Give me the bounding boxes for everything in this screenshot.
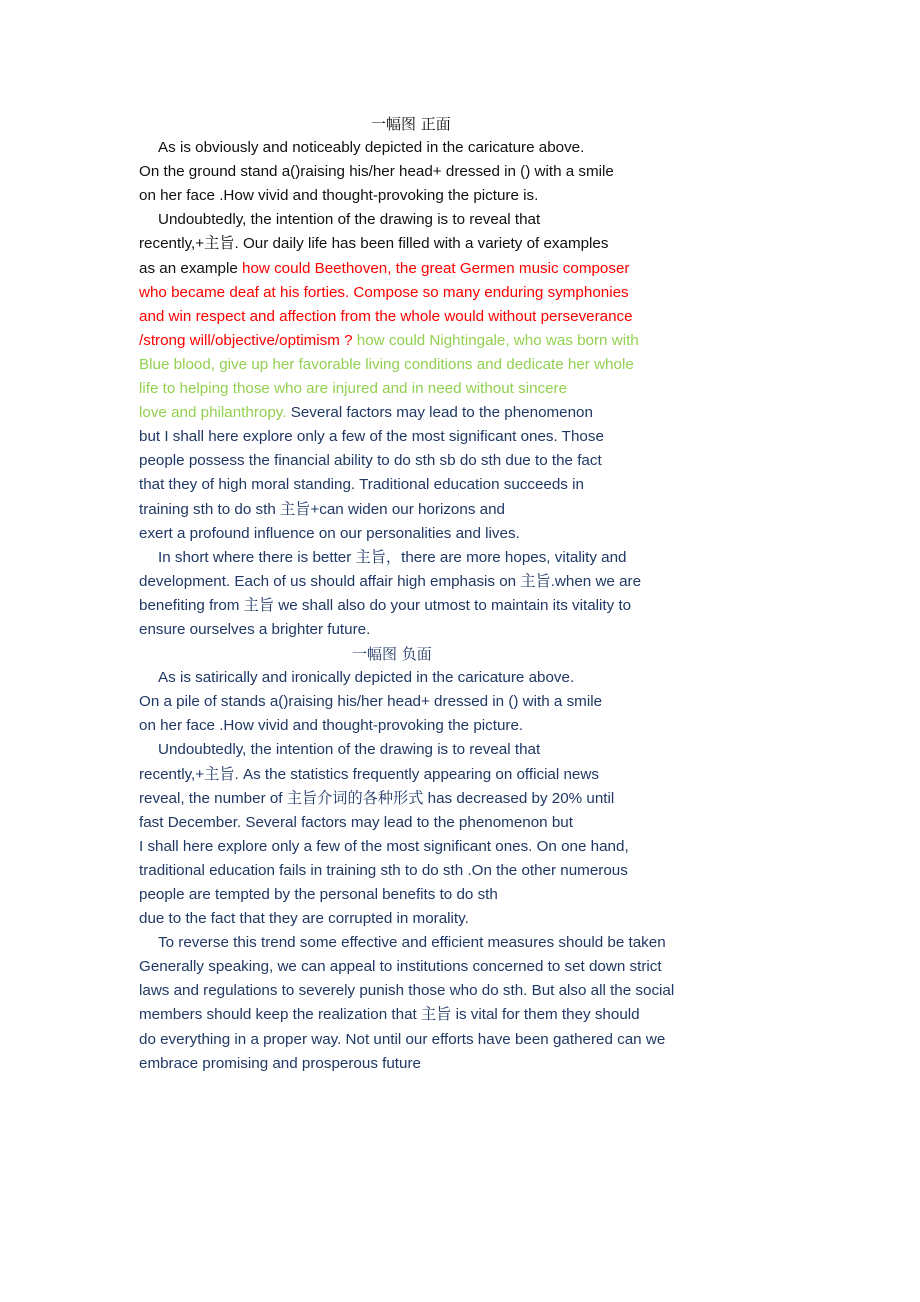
text-line — [139, 136, 779, 160]
text-line — [139, 425, 779, 449]
text-run: 一幅图 负面 — [352, 645, 432, 664]
text-line — [139, 570, 779, 594]
text-line — [139, 714, 779, 738]
text-run: do everything in a proper way. Not until our efforts have been gathered can we — [139, 1030, 666, 1048]
text-line — [139, 522, 779, 546]
text-run: Undoubtedly, the intention of the drawing is to reveal that — [158, 741, 541, 759]
text-line — [139, 1028, 779, 1052]
text-line — [139, 208, 779, 232]
text-run: development. Each of us should affair high emphasis on 主旨.when we are — [139, 572, 642, 590]
text-line — [139, 835, 779, 859]
text-run: how could Nightingale, who was born with — [356, 331, 639, 349]
text-line — [139, 498, 779, 522]
text-line — [139, 401, 779, 425]
text-line — [139, 1052, 779, 1076]
text-run: 一幅图 正面 — [371, 115, 451, 133]
text-run: how could Beethoven, the great Germen music composer — [242, 259, 630, 277]
text-line — [139, 594, 779, 618]
text-run: laws and regulations to severely punish those who do sth. But also all the social — [139, 982, 675, 1000]
text-line — [139, 232, 779, 256]
text-line — [139, 955, 779, 979]
text-run: recently,+主旨. Our daily life has been filled with a variety of examples — [139, 235, 609, 253]
text-run: On a pile of stands a()raising his/her head+ dressed in () with a smile — [139, 693, 603, 711]
text-run: love and philanthropy. — [139, 404, 291, 422]
document-body — [139, 112, 779, 1076]
text-run: /strong will/objective/optimism ? — [139, 331, 357, 349]
text-line — [139, 257, 779, 281]
text-run: and win respect and affection from the whole would without perseverance — [139, 307, 633, 325]
text-run: fast December. Several factors may lead to the phenomenon but — [139, 813, 573, 831]
text-line — [139, 1003, 779, 1027]
text-run: reveal, the number of 主旨介词的各种形式 has decreased by 20% until — [139, 789, 615, 807]
text-line — [139, 546, 779, 570]
text-run: that they of high moral standing. Traditional education succeeds in — [139, 476, 584, 494]
text-line — [139, 907, 779, 931]
text-run: Several factors may lead to the phenomenon — [290, 404, 593, 422]
text-run: ensure ourselves a brighter future. — [139, 620, 371, 638]
text-run: who became deaf at his forties. Compose so many enduring symphonies — [139, 283, 629, 301]
text-run: On the ground stand a()raising his/her head+ dressed in () with a smile — [139, 163, 614, 181]
text-line — [139, 281, 779, 305]
text-run: due to the fact that they are corrupted in morality. — [139, 910, 469, 928]
text-line — [139, 329, 779, 353]
text-run: Generally speaking, we can appeal to institutions concerned to set down strict — [139, 958, 662, 976]
text-line — [139, 666, 779, 690]
text-run: Blue blood, give up her favorable living conditions and dedicate her whole — [139, 355, 634, 373]
text-run: exert a profound influence on our personalities and lives. — [139, 524, 520, 542]
text-run: on her face .How vivid and thought-provoking the picture is. — [139, 187, 539, 205]
text-run: In short where there is better 主旨，there are more hopes, vitality and — [158, 548, 627, 566]
text-line — [139, 883, 779, 907]
text-line — [139, 811, 779, 835]
text-line — [139, 184, 779, 208]
text-run: training sth to do sth 主旨+can widen our horizons and — [139, 500, 505, 518]
text-line — [139, 690, 779, 714]
text-run: recently,+主旨. As the statistics frequently appearing on official news — [139, 765, 599, 783]
text-run: To reverse this trend some effective and efficient measures should be taken — [158, 934, 666, 952]
text-line — [139, 353, 779, 377]
text-run: but I shall here explore only a few of the most significant ones. Those — [139, 428, 604, 446]
text-run: traditional education fails in training sth to do sth .On the other numerous — [139, 861, 628, 879]
text-run: benefiting from 主旨 we shall also do your utmost to maintain its vitality to — [139, 596, 632, 614]
section-heading — [139, 642, 779, 666]
text-run: as an example — [139, 259, 242, 277]
text-run: people are tempted by the personal benefits to do sth — [139, 886, 498, 903]
text-line — [139, 979, 779, 1003]
text-run: on her face .How vivid and thought-provoking the picture. — [139, 717, 524, 735]
text-line — [139, 763, 779, 787]
text-run: members should keep the realization that 主旨 is vital for them they should — [139, 1006, 640, 1024]
text-line — [139, 473, 779, 497]
text-run: Undoubtedly, the intention of the drawing is to reveal that — [158, 211, 541, 229]
text-line — [139, 160, 779, 184]
text-line — [139, 787, 779, 811]
text-line — [139, 859, 779, 883]
text-run: people possess the financial ability to do sth sb do sth due to the fact — [139, 452, 602, 470]
text-line — [139, 449, 779, 473]
text-line — [139, 377, 779, 401]
text-run: As is satirically and ironically depicted in the caricature above. — [158, 669, 575, 687]
text-run: I shall here explore only a few of the most significant ones. On one hand, — [139, 837, 629, 855]
text-run: embrace promising and prosperous future — [139, 1054, 421, 1072]
text-line — [139, 618, 779, 642]
section-heading — [139, 112, 779, 136]
text-run: life to helping those who are injured and in need without sincere — [139, 380, 568, 398]
text-run: As is obviously and noticeably depicted in the caricature above. — [158, 139, 585, 157]
text-line — [139, 931, 779, 955]
text-line — [139, 738, 779, 762]
text-line — [139, 305, 779, 329]
